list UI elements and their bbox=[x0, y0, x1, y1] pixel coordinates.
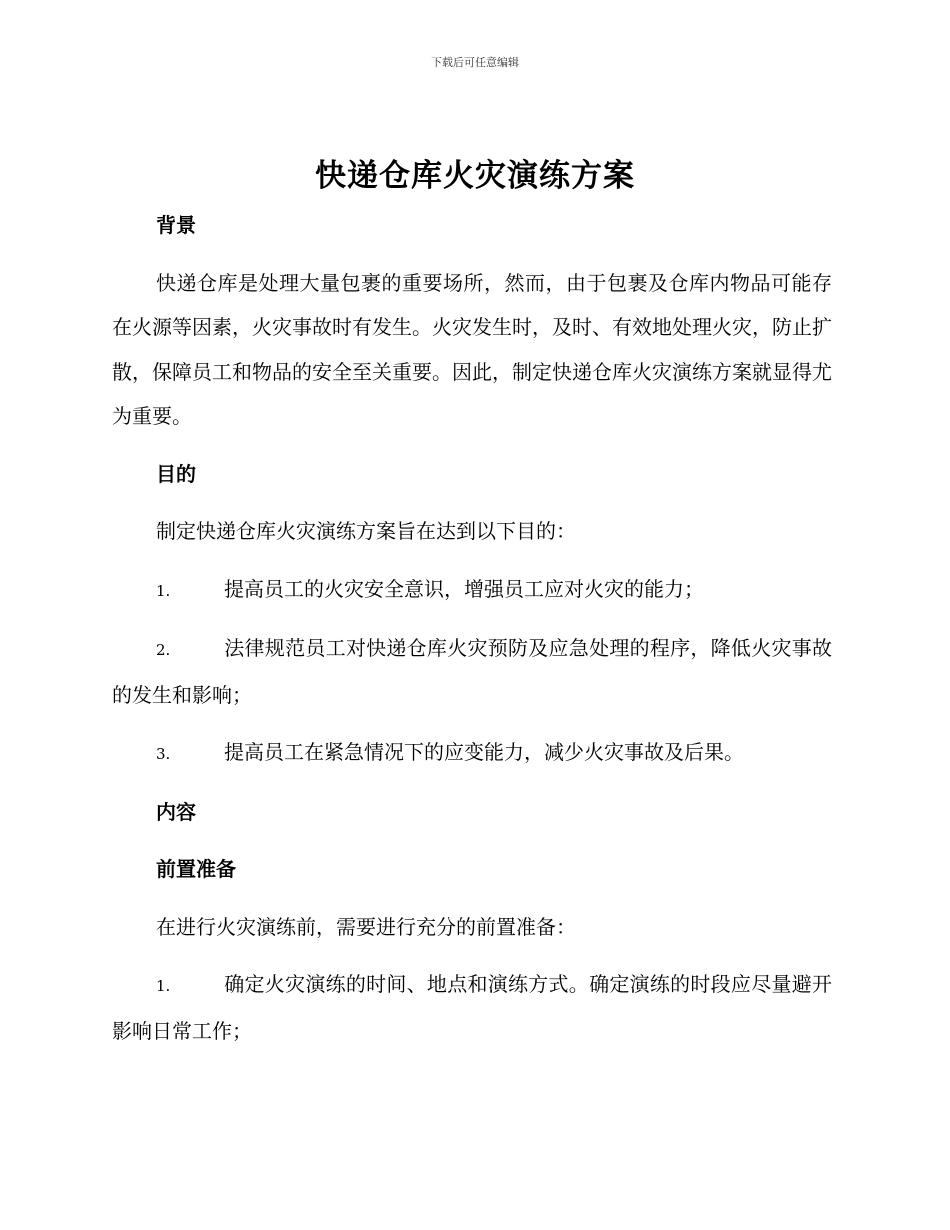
background-heading: 背景 bbox=[156, 213, 196, 237]
list-text: 提高员工在紧急情况下的应变能力，减少火灾事故及后果。 bbox=[224, 740, 744, 764]
preparation-intro: 在进行火灾演练前，需要进行充分的前置准备： bbox=[156, 914, 576, 939]
list-text: 提高员工的火灾安全意识，增强员工应对火灾的能力； bbox=[224, 576, 704, 601]
list-number: 1. bbox=[156, 581, 171, 600]
purpose-item-1 bbox=[112, 567, 832, 614]
purpose-item-3 bbox=[112, 730, 832, 777]
list-number: 3. bbox=[156, 745, 171, 763]
list-text: 法律规范员工对快递仓库火灾预防及应急处理的程序，降低火灾事故的发生和影响； bbox=[112, 636, 832, 707]
list-text: 确定火灾演练的时间、地点和演练方式。确定演练的时段应尽量避开影响日常工作； bbox=[112, 972, 832, 1043]
purpose-heading: 目的 bbox=[156, 461, 196, 486]
document-title: 快递仓库火灾演练方案 bbox=[315, 158, 635, 194]
list-number: 1. bbox=[156, 977, 171, 995]
content-heading: 内容 bbox=[156, 799, 196, 824]
document-body bbox=[112, 203, 832, 1066]
preparation-item-1 bbox=[112, 962, 832, 1053]
preparation-heading: 前置准备 bbox=[156, 857, 236, 881]
header-note: 下载后可任意编辑 bbox=[431, 56, 519, 69]
purpose-intro: 制定快递仓库火灾演练方案旨在达到以下目的： bbox=[156, 519, 576, 543]
purpose-item-2 bbox=[112, 626, 832, 717]
background-paragraph: 快递仓库是处理大量包裹的重要场所，然而，由于包裹及仓库内物品可能存在火源等因素，火灾事故时有发生。火灾发生时，及时、有效地处理火灾，防止扩散，保障员工和物品的安全至关重要。因此，制定快递仓库火灾演练方案就显得尤为重要。 bbox=[112, 270, 832, 428]
list-number: 2. bbox=[156, 641, 171, 659]
